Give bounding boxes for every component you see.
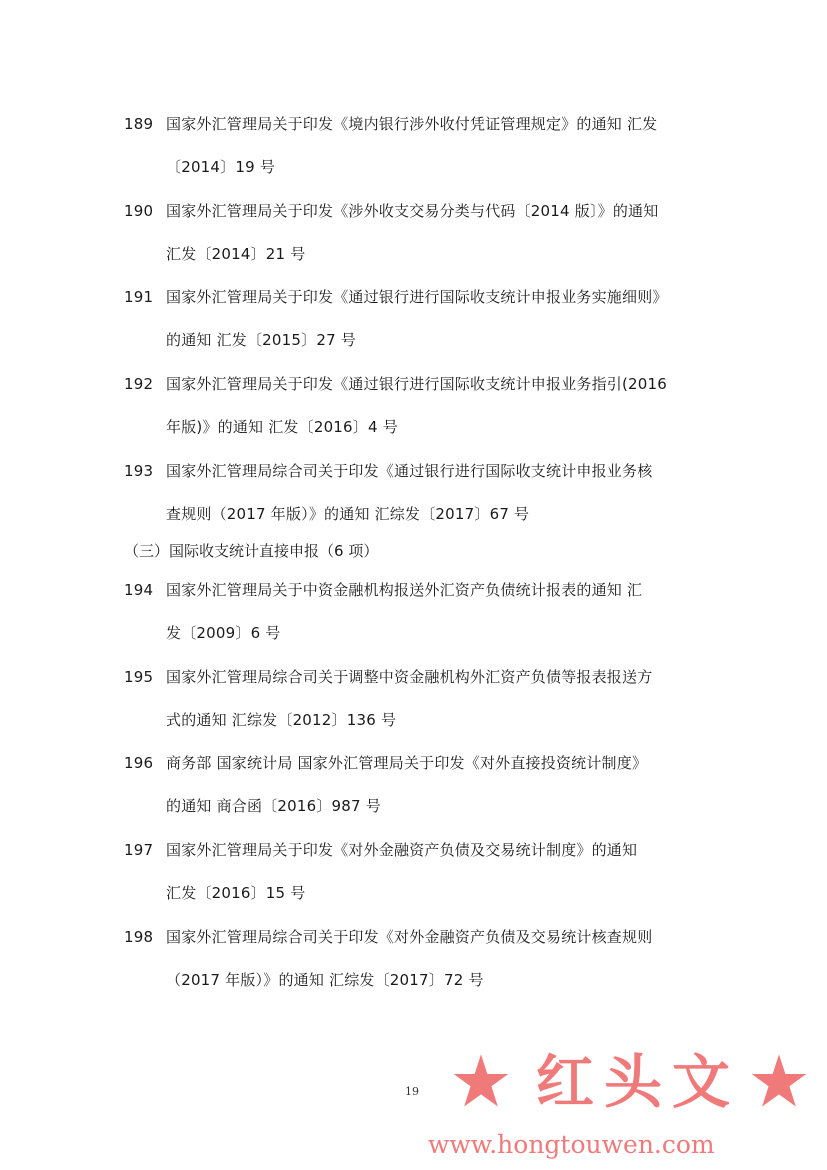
item-text-line1: 国家外汇管理局关于印发《通过银行进行国际收支统计申报业务实施细则》 [166,288,668,306]
watermark-url: www.hongtouwen.com [428,1130,715,1159]
item-number: 190 [124,202,154,220]
star-icon [452,1052,510,1110]
watermark-title: 红头文 [536,1048,741,1116]
item-number: 191 [124,288,154,306]
page-number: 19 [405,1085,419,1098]
item-text-line1: 国家外汇管理局关于印发《对外金融资产负债及交易统计制度》的通知 [166,841,638,859]
item-text-line2: （2017 年版）》的通知 汇综发〔2017〕72 号 [166,971,484,989]
item-number: 196 [124,754,154,772]
item-number: 194 [124,581,154,599]
item-text-line2: 的通知 商合函〔2016〕987 号 [166,797,381,815]
section-heading: （三）国际收支统计直接申报（6 项） [124,542,379,560]
item-text-line1: 国家外汇管理局关于印发《通过银行进行国际收支统计申报业务指引(2016 [166,375,668,393]
item-number: 195 [124,668,154,686]
item-text-line2: 的通知 汇发〔2015〕27 号 [166,331,356,349]
item-number: 197 [124,841,154,859]
item-number: 198 [124,928,154,946]
item-number: 193 [124,462,154,480]
item-text-line2: 汇发〔2016〕15 号 [166,884,306,902]
item-text-line1: 商务部 国家统计局 国家外汇管理局关于印发《对外直接投资统计制度》 [166,754,648,772]
item-number: 189 [124,115,154,133]
item-text-line2: 发〔2009〕6 号 [166,624,281,642]
watermark-logo [452,1048,812,1120]
item-text-line1: 国家外汇管理局综合司关于印发《通过银行进行国际收支统计申报业务核 [166,462,653,480]
item-number: 192 [124,375,154,393]
item-text-line2: 式的通知 汇综发〔2012〕136 号 [166,711,397,729]
item-text-line1: 国家外汇管理局综合司关于调整中资金融机构外汇资产负债等报表报送方 [166,668,653,686]
item-text-line1: 国家外汇管理局关于印发《境内银行涉外收付凭证管理规定》的通知 汇发 [166,115,658,133]
item-text-line2: 汇发〔2014〕21 号 [166,245,306,263]
item-text-line1: 国家外汇管理局关于中资金融机构报送外汇资产负债统计报表的通知 汇 [166,581,643,599]
item-text-line2: 〔2014〕19 号 [166,158,276,176]
item-text-line2: 查规则（2017 年版）》的通知 汇综发〔2017〕67 号 [166,505,530,523]
star-icon [750,1052,808,1110]
item-text-line1: 国家外汇管理局综合司关于印发《对外金融资产负债及交易统计核查规则 [166,928,653,946]
item-text-line2: 年版)》的通知 汇发〔2016〕4 号 [166,418,398,436]
item-text-line1: 国家外汇管理局关于印发《涉外收支交易分类与代码〔2014 版〕》的通知 [166,202,659,220]
